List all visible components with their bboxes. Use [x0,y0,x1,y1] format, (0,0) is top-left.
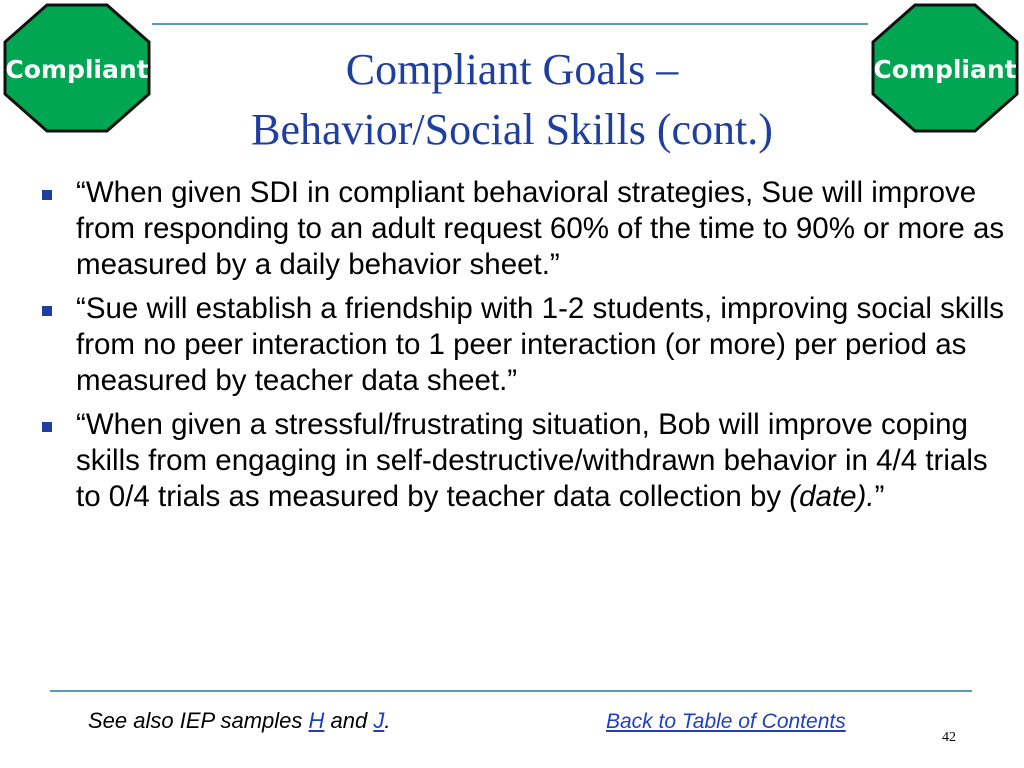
bullet-item [36,291,1011,399]
square-bullet-icon [42,422,52,432]
octagon-badge-icon [2,2,152,134]
octagon-badge-icon [870,2,1020,134]
bullet-text: “When given SDI in compliant behavioral strategies, Sue will improve from responding to an adult request 60% of the time to 90% or more as measured by a daily behavior sheet.” [76,176,1005,281]
bullet-text: “Sue will establish a friendship with 1-2 students, improving social skills from no peer interaction to 1 peer interaction (or more) per period as measured by teacher data sheet.” [76,292,1005,397]
bullet-item [36,407,1011,515]
period-text: . [384,708,391,733]
compliant-badge-right [870,2,1020,134]
goal-bullet-list [36,175,1011,523]
slide-title-line-2: Behavior/Social Skills (cont.) [251,105,773,154]
and-text: and [324,708,374,733]
bullet-text: “When given a stressful/frustrating situation, Bob will improve coping skills from engaging in self-destructive/withdrawn behavior in 4/4 trials to 0/4 trials as measured by teacher data collection by [76,408,988,513]
back-to-toc-link[interactable]: Back to Table of Contents [606,710,846,733]
bottom-divider [50,690,972,692]
iep-sample-j-link[interactable]: J [373,708,385,733]
top-divider [152,23,868,25]
see-also-note [88,708,390,734]
compliant-badge-left-label: Compliant [5,55,149,84]
bullet-text-closing: ” [874,480,885,513]
slide-title-line-1: Compliant Goals – [345,45,679,94]
iep-sample-h-link[interactable]: H [308,708,325,733]
square-bullet-icon [42,306,52,316]
compliant-badge-left [2,2,152,134]
see-also-text: See also IEP samples [88,708,309,733]
square-bullet-icon [42,190,52,200]
slide-title [160,40,864,160]
bullet-text-emphasis: (date). [789,480,875,513]
page-number: 42 [942,730,956,745]
bullet-item [36,175,1011,283]
compliant-badge-right-label: Compliant [873,55,1017,84]
